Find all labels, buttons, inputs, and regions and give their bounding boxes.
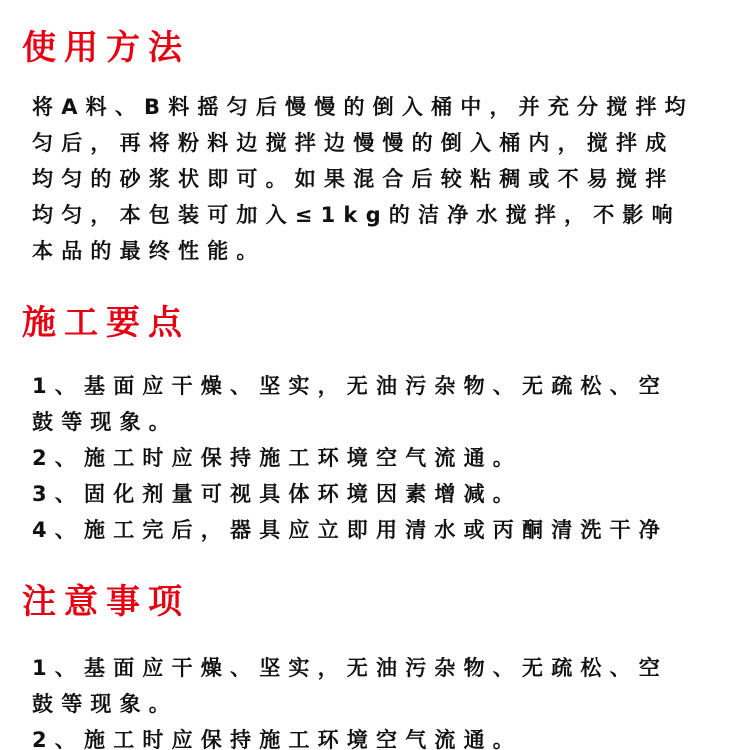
precaution-line: 鼓等现象。 xyxy=(32,692,178,716)
construction-point-line: 4、施工完后，器具应立即用清水或丙酮清洗干净 xyxy=(32,518,669,542)
precaution-line: 2、施工时应保持施工环境空气流通。 xyxy=(32,728,523,750)
precautions-title: 注意事项 xyxy=(22,582,190,622)
construction-points-title: 施工要点 xyxy=(22,303,190,343)
precaution-line: 1、基面应干燥、坚实，无油污杂物、无疏松、空 xyxy=(32,656,669,680)
construction-point-line: 鼓等现象。 xyxy=(32,410,178,434)
construction-point-line: 3、固化剂量可视具体环境因素增减。 xyxy=(32,482,523,506)
construction-points-body xyxy=(32,368,732,548)
construction-point-line: 2、施工时应保持施工环境空气流通。 xyxy=(32,446,523,470)
usage-method-line: 均匀，本包装可加入≤1kg的洁净水搅拌，不影响 xyxy=(32,203,681,227)
usage-method-line: 均匀的砂浆状即可。如果混合后较粘稠或不易搅拌 xyxy=(32,167,675,191)
usage-method-body xyxy=(32,89,732,269)
usage-method-line: 将A料、B料摇匀后慢慢的倒入桶中，并充分搅拌均 xyxy=(32,95,694,119)
usage-method-title: 使用方法 xyxy=(22,28,190,68)
precautions-body xyxy=(32,650,732,750)
usage-method-line: 匀后，再将粉料边搅拌边慢慢的倒入桶内，搅拌成 xyxy=(32,131,675,155)
usage-method-line: 本品的最终性能。 xyxy=(32,239,266,263)
construction-point-line: 1、基面应干燥、坚实，无油污杂物、无疏松、空 xyxy=(32,374,669,398)
